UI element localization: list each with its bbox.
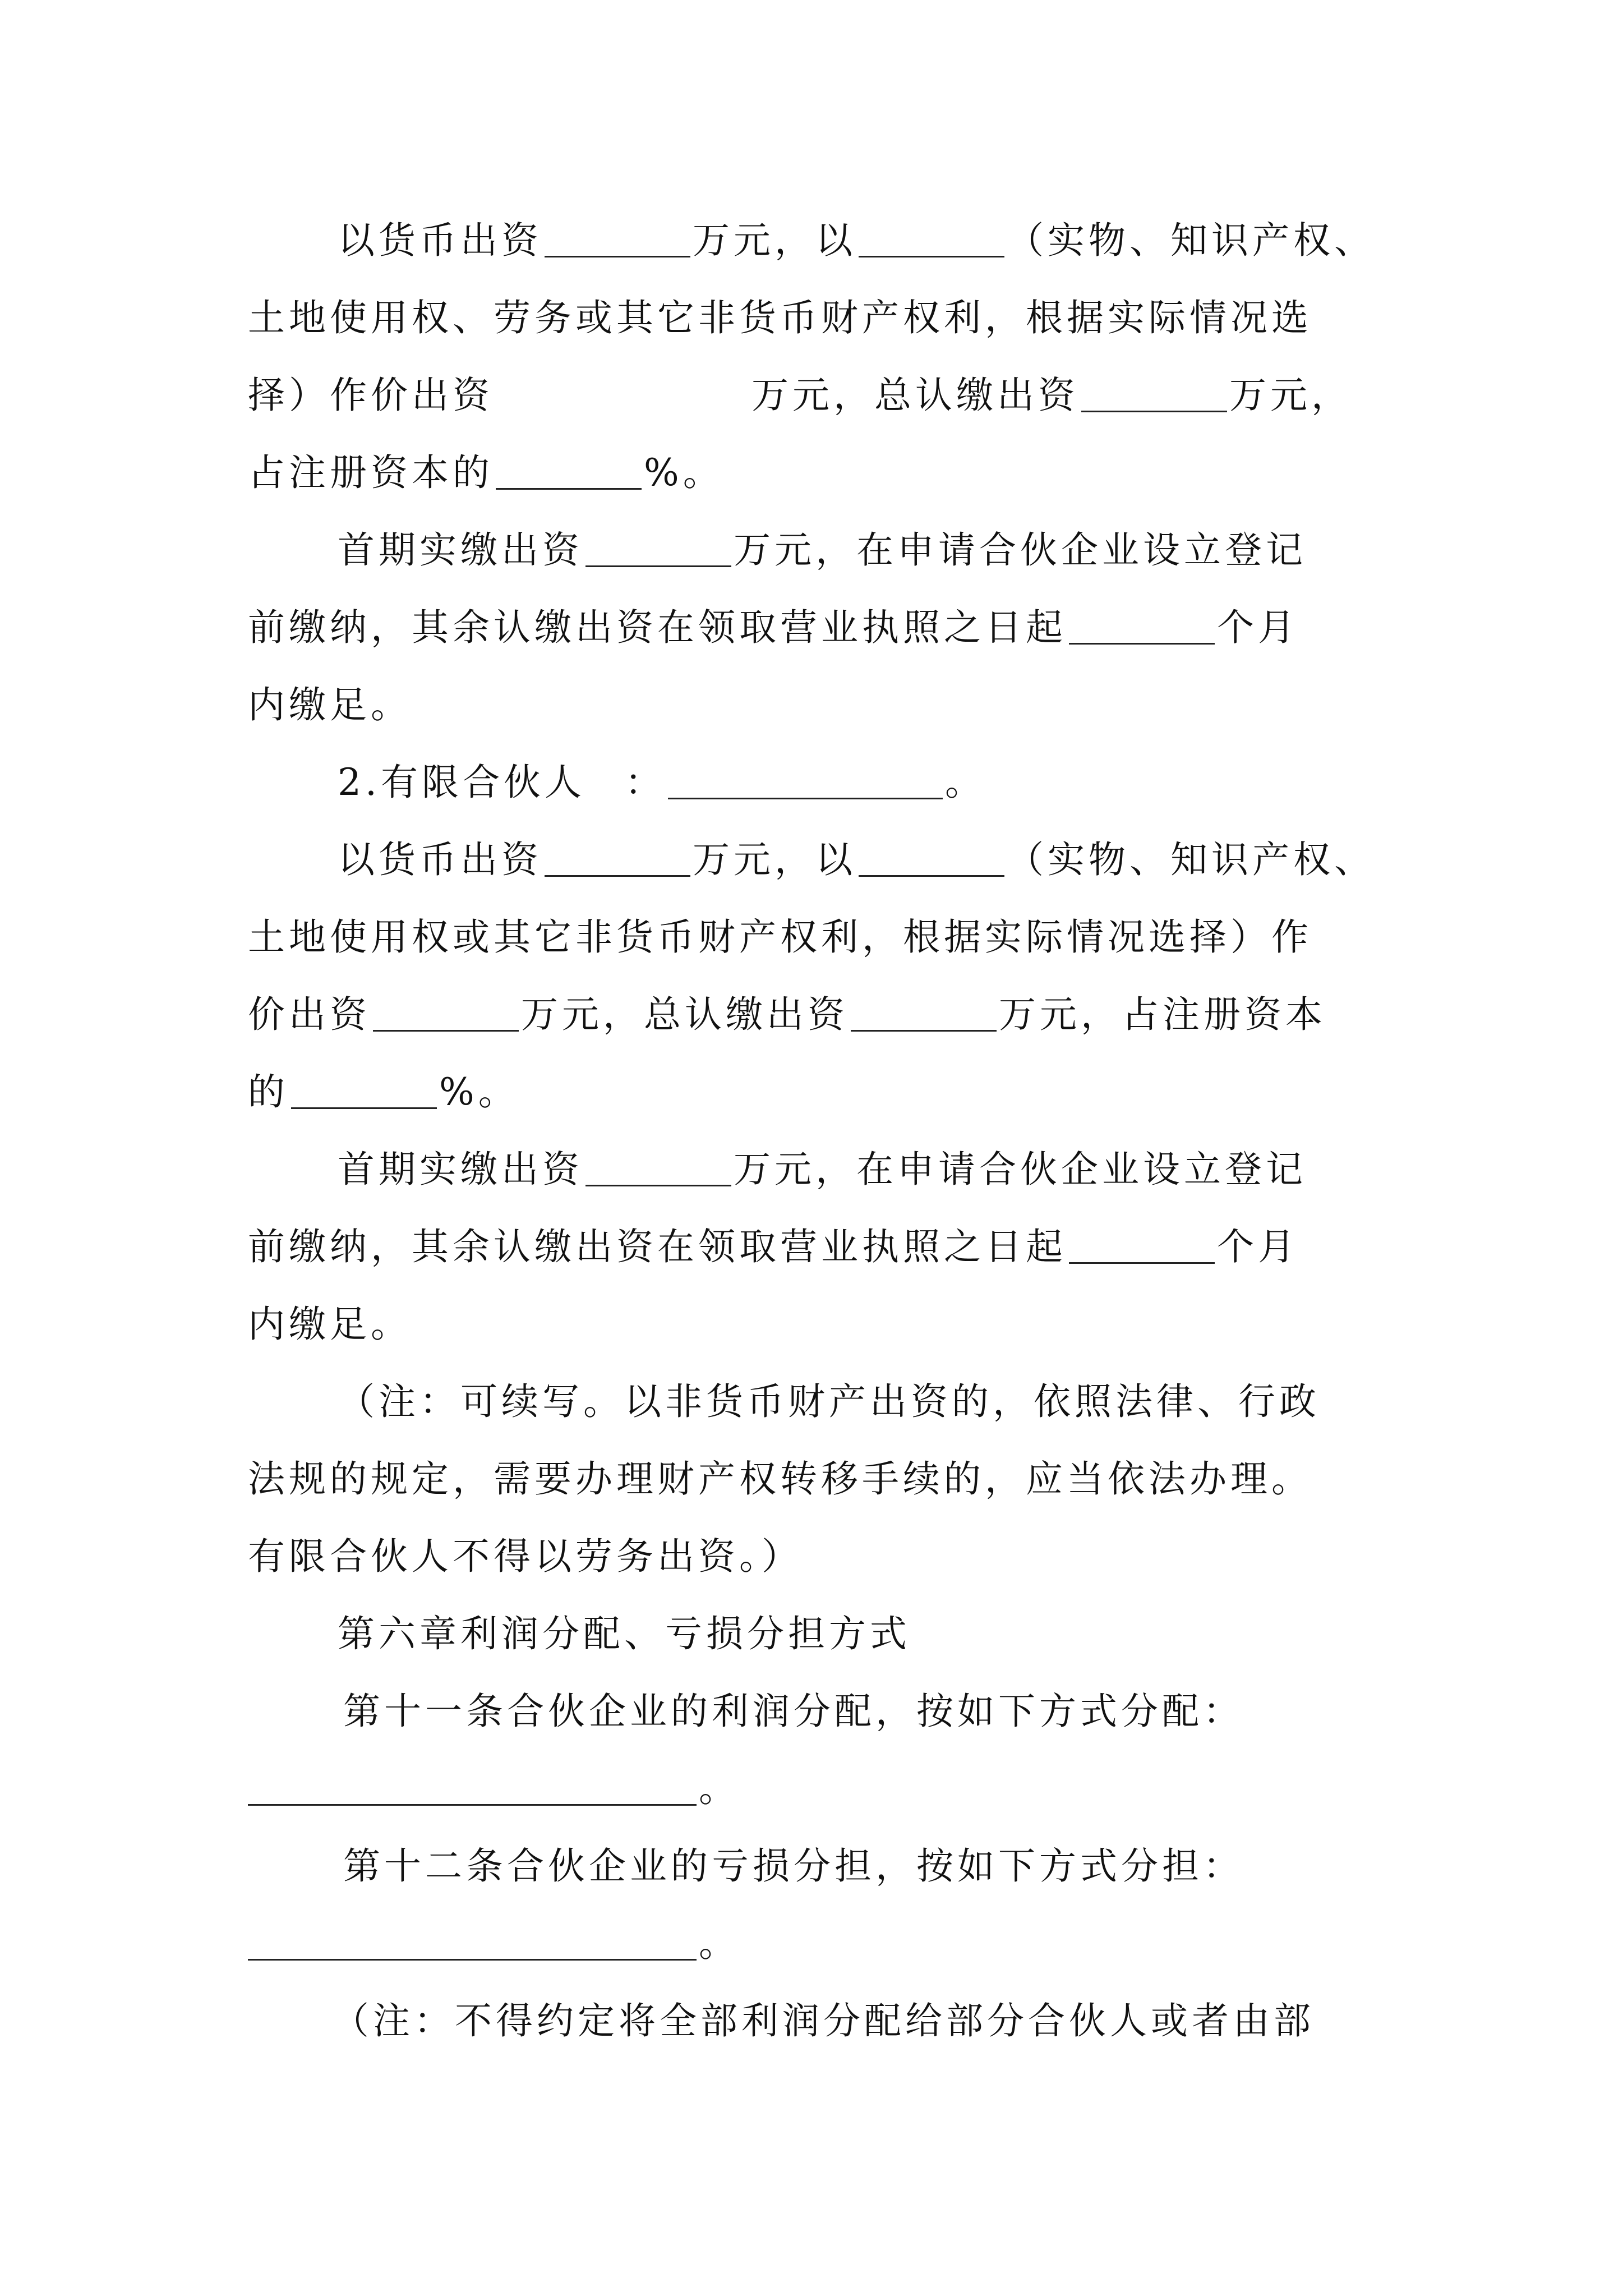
text: 万元， (1229, 374, 1352, 417)
text: 前缴纳，其余认缴出资在领取营业执照之日起 (248, 1225, 1067, 1268)
fill-blank (1069, 601, 1215, 645)
p1-line-1 (338, 213, 1375, 269)
text: （实物、知识产权、 (1007, 838, 1375, 881)
text: 万元，总认缴出资 (521, 993, 849, 1036)
fill-blank (248, 1763, 697, 1806)
text: 以货币出资 (338, 838, 542, 881)
fill-blank (1081, 369, 1227, 412)
p2-line-1 (338, 522, 1307, 578)
text: 万元，占注册资本 (999, 993, 1326, 1036)
p6-line-1: （注：可续写。以非货币财产出资的，依照法律、行政 (338, 1380, 1320, 1423)
p1-line-2: 土地使用权、劳务或其它非货币财产权利，根据实际情况选 (248, 296, 1312, 339)
p4-line-3 (248, 987, 1326, 1043)
p5-line-1 (338, 1142, 1307, 1198)
p4-line-4 (248, 1064, 519, 1120)
fill-blank (851, 988, 997, 1032)
text: 万元，总认缴出资 (751, 374, 1079, 417)
text: 2.有限合伙人 (338, 761, 585, 804)
text: 首期实缴出资 (338, 1148, 583, 1191)
fill-blank (373, 988, 519, 1032)
p5-line-3: 内缴足。 (248, 1303, 412, 1346)
p1-line-4 (248, 445, 724, 501)
text: 。 (944, 761, 986, 804)
fill-blank (1069, 1221, 1215, 1264)
text: 占注册资本的 (248, 451, 494, 494)
fill-blank (585, 1143, 731, 1186)
text: 。 (699, 1767, 740, 1810)
p5-line-2 (248, 1219, 1299, 1275)
fill-blank (859, 834, 1004, 877)
note-2-line-1: （注：不得约定将全部利润分配给部分合伙人或者由部 (332, 1999, 1315, 2042)
text: 的 (248, 1070, 289, 1114)
text: 个月 (1217, 1225, 1299, 1268)
fill-blank (859, 214, 1004, 257)
article-11-line-2 (248, 1761, 740, 1817)
fill-blank (496, 447, 642, 490)
p2-line-3: 内缴足。 (248, 683, 412, 726)
text: 万元，在申请合伙企业设立登记 (734, 1148, 1307, 1191)
text: 。 (699, 1922, 740, 1965)
fill-blank (248, 1917, 697, 1961)
p6-line-3: 有限合伙人不得以劳务出资。） (248, 1535, 803, 1578)
text: 万元，以 (693, 219, 856, 262)
p4-line-2: 土地使用权或其它非货币财产权利，根据实际情况选择）作 (248, 915, 1312, 959)
text: %。 (644, 451, 724, 494)
fill-blank (545, 214, 690, 257)
chapter-title: 第六章利润分配、亏损分担方式 (338, 1612, 911, 1655)
p6-line-2: 法规的规定，需要办理财产权转移手续的，应当依法办理。 (248, 1457, 1312, 1501)
fill-blank (291, 1066, 437, 1109)
text: %。 (439, 1070, 519, 1114)
text: 前缴纳，其余认缴出资在领取营业执照之日起 (248, 606, 1067, 649)
article-12-line-1: 第十二条合伙企业的亏损分担，按如下方式分担： (343, 1844, 1244, 1888)
p1-line-3 (248, 367, 1352, 424)
text: 首期实缴出资 (338, 528, 583, 572)
fill-blank (545, 834, 690, 877)
p2-line-2 (248, 600, 1299, 656)
text: 万元，在申请合伙企业设立登记 (734, 528, 1307, 572)
text: 个月 (1217, 606, 1299, 649)
fill-blank (668, 756, 943, 799)
article-11-line-1: 第十一条合伙企业的利润分配，按如下方式分配： (343, 1690, 1244, 1733)
text: 万元，以 (693, 838, 856, 881)
p4-line-1 (338, 832, 1375, 888)
text: （实物、知识产权、 (1007, 219, 1375, 262)
text: 价出资 (248, 993, 371, 1036)
text: 择）作价出资 (248, 374, 494, 417)
article-12-line-2 (248, 1916, 740, 1972)
fill-blank (585, 524, 731, 567)
text: ： (624, 761, 666, 804)
p3-line-1 (338, 754, 986, 811)
text: 以货币出资 (338, 219, 542, 262)
